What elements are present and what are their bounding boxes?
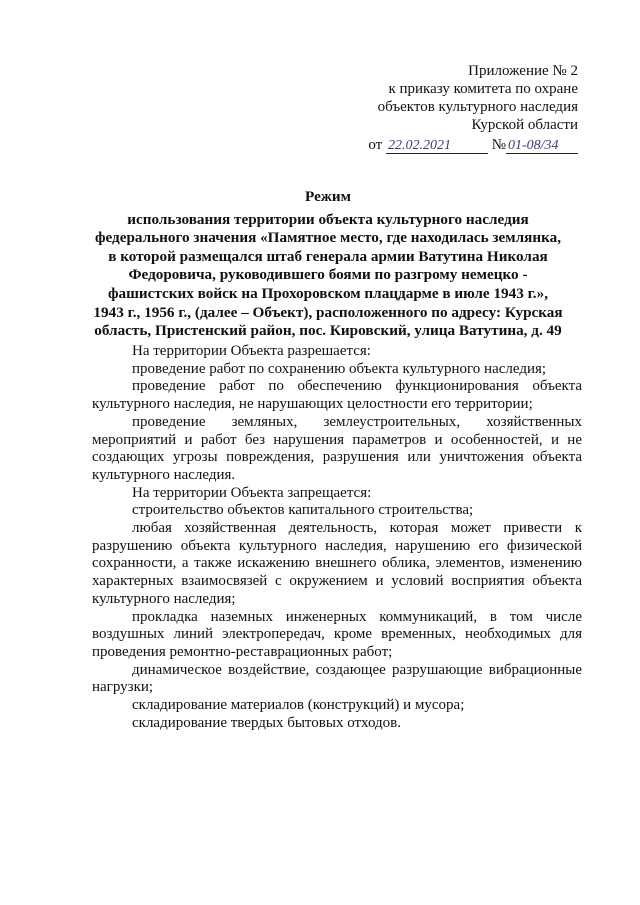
region-reference: Курской области — [471, 117, 578, 133]
forbidden-intro: На территории Объекта запрещается: — [132, 484, 372, 501]
forbidden-item: прокладка наземных инженерных коммуникаций, в том числе воздушных линий электропередач, кроме временных, необходимых для проведения ремонтно-реставрационных работ; — [92, 608, 582, 660]
forbidden-item: динамическое воздействие, создающее разрушающие вибрационные нагрузки; — [92, 661, 582, 696]
document-title — [92, 188, 564, 341]
forbidden-item: складирование твердых бытовых отходов. — [132, 714, 402, 731]
allowed-intro: На территории Объекта разрешается: — [132, 343, 371, 359]
document-body — [92, 343, 582, 732]
objects-reference: объектов культурного наследия — [377, 99, 578, 115]
forbidden-item: строительство объектов капитального строительства; — [132, 502, 474, 519]
number-label: № — [491, 137, 506, 153]
allowed-item: проведение работ по обеспечению функционирования объекта культурного наследия, не нарушающих целостности его территории; — [92, 378, 582, 413]
allowed-item: проведение земляных, землеустроительных, хозяйственных мероприятий и работ без нарушения параметров и особенностей, и не создающих угрозы повреждения, разрушения или уничтожения объекта культурного наследия. — [92, 413, 582, 483]
appendix-number: Приложение № 2 — [468, 63, 578, 79]
forbidden-item: складирование материалов (конструкций) и мусора; — [132, 697, 465, 714]
order-date-line — [368, 136, 578, 154]
allowed-item: проведение работ по сохранению объекта культурного наследия; — [132, 360, 547, 377]
from-label: от — [368, 137, 383, 153]
forbidden-item: любая хозяйственная деятельность, которая может привести к разрушению объекта культурного наследия, нарушению его физической сохранности, а также искажению внешнего облика, элементов, изменению характерных взаимосвязей с окружением и условий восприятия объекта культурного наследия; — [92, 520, 582, 607]
appendix-header — [368, 62, 578, 154]
order-number: 01-08/34 — [506, 139, 578, 154]
order-date: 22.02.2021 — [386, 139, 488, 154]
title-heading: Режим — [305, 188, 351, 205]
order-reference: к приказу комитета по охране — [388, 81, 578, 97]
title-text: использования территории объекта культурного наследия федерального значения «Памятное место, где находилась землянка, в которой размещался штаб генерала армии Ватутина Николая Федоровича, руководившего боями по разгрому немецко - фашистских войск на Прохоровском плацдарме в июле 1943 г.», 1943 г., 1956 г., (далее – Объект), расположенного по адресу: Курская область, Пристенский район, пос. Кировский, улица Ватутина, д. 49 — [93, 210, 563, 340]
